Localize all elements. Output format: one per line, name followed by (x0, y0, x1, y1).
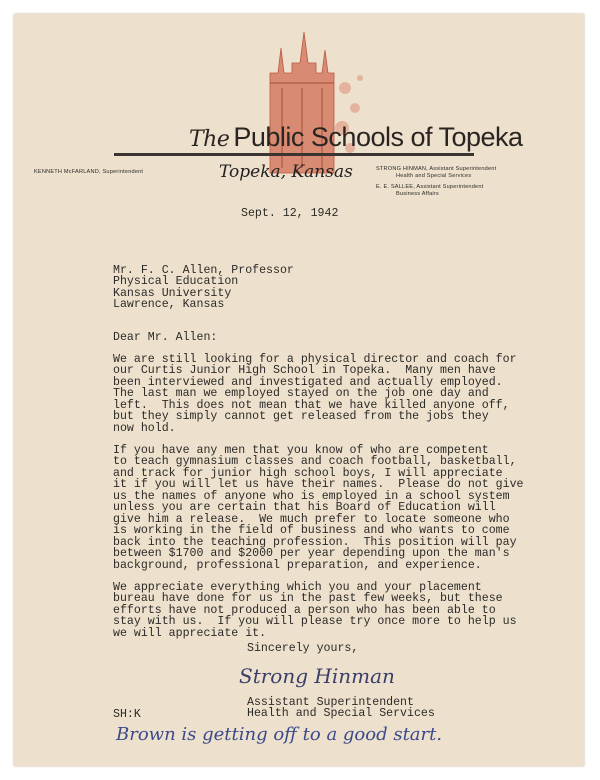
text-line: and track for junior high school boys, I will appreciate (113, 466, 503, 480)
text-line: If you have any men that you know of who are competent (113, 444, 489, 457)
text-line: stay with us. If you will please try once more to help us (113, 615, 517, 629)
text-line: We appreciate everything which you and your placement (113, 581, 482, 594)
officer-name: STRONG HINMAN, Assistant Superintendent (376, 166, 497, 172)
letterhead-city: Topeka, Kansas (219, 162, 353, 182)
text-line: us the names of anyone who is employed in a school system (113, 489, 510, 503)
typist-initials: SH:K (113, 708, 141, 721)
recipient-address (113, 265, 294, 311)
letterhead-rule (114, 153, 474, 156)
letterhead-title (189, 122, 523, 155)
signature: Strong Hinman (239, 664, 395, 688)
closing: Sincerely yours, (247, 642, 359, 655)
address-line: Lawrence, Kansas (113, 298, 225, 312)
officer-dept: Health and Special Services (396, 173, 472, 179)
address-line: Physical Education (113, 275, 239, 289)
letter-paper (14, 14, 584, 766)
text-line: been interviewed and investigated and actually employed. (113, 375, 503, 389)
text-line: give him a release. We much prefer to locate someone who (113, 512, 510, 526)
text-line: between $1700 and $2000 per year depending upon the man's (113, 547, 510, 561)
text-line: back into the teaching profession. This position will pay (113, 535, 517, 549)
asst-superintendent-2 (376, 184, 483, 198)
asst-superintendent-1 (376, 166, 496, 180)
paragraph-1 (113, 354, 517, 434)
address-line: Mr. F. C. Allen, Professor (113, 264, 294, 277)
text-line: background, professional preparation, and experience. (113, 558, 482, 572)
title-prefix: The (189, 127, 230, 152)
text-line: We are still looking for a physical director and coach for (113, 353, 517, 366)
title-line: Health and Special Services (247, 707, 435, 721)
text-line: bureau have done for us in the past few weeks, but these (113, 592, 503, 606)
signer-title (247, 697, 435, 720)
text-line: now hold. (113, 421, 176, 435)
title-line: Assistant Superintendent (247, 696, 414, 709)
paragraph-2 (113, 445, 524, 571)
text-line: but they simply cannot get released from the jobs they (113, 410, 489, 424)
text-line: The last man we employed stayed on the job one day and (113, 387, 489, 401)
title-text: Public Schools of Topeka (233, 122, 523, 152)
officer-dept: Business Affairs (396, 191, 439, 197)
handwritten-note: Brown is getting off to a good start. (116, 724, 443, 745)
paragraph-3 (113, 582, 517, 639)
text-line: unless you are certain that his Board of Education will (113, 501, 496, 515)
letter-date: Sept. 12, 1942 (241, 207, 339, 220)
address-line: Kansas University (113, 286, 232, 300)
text-line: efforts have not produced a person who has been able to (113, 603, 496, 617)
text-line: left. This does not mean that we have killed anyone off, (113, 398, 510, 412)
salutation: Dear Mr. Allen: (113, 331, 218, 344)
officer-name: E. E. SALLEE, Assistant Superintendent (376, 184, 484, 190)
text-line: we will appreciate it. (113, 626, 267, 640)
text-line: it if you will let us have their names. Please do not give (113, 478, 524, 492)
text-line: is working in the field of business and who wants to come (113, 524, 510, 538)
text-line: to teach gymnasium classes and coach football, basketball, (113, 455, 517, 469)
superintendent-label: KENNETH McFARLAND, Superintendent (34, 169, 144, 175)
text-line: our Curtis Junior High School in Topeka. Many men have (113, 364, 496, 378)
